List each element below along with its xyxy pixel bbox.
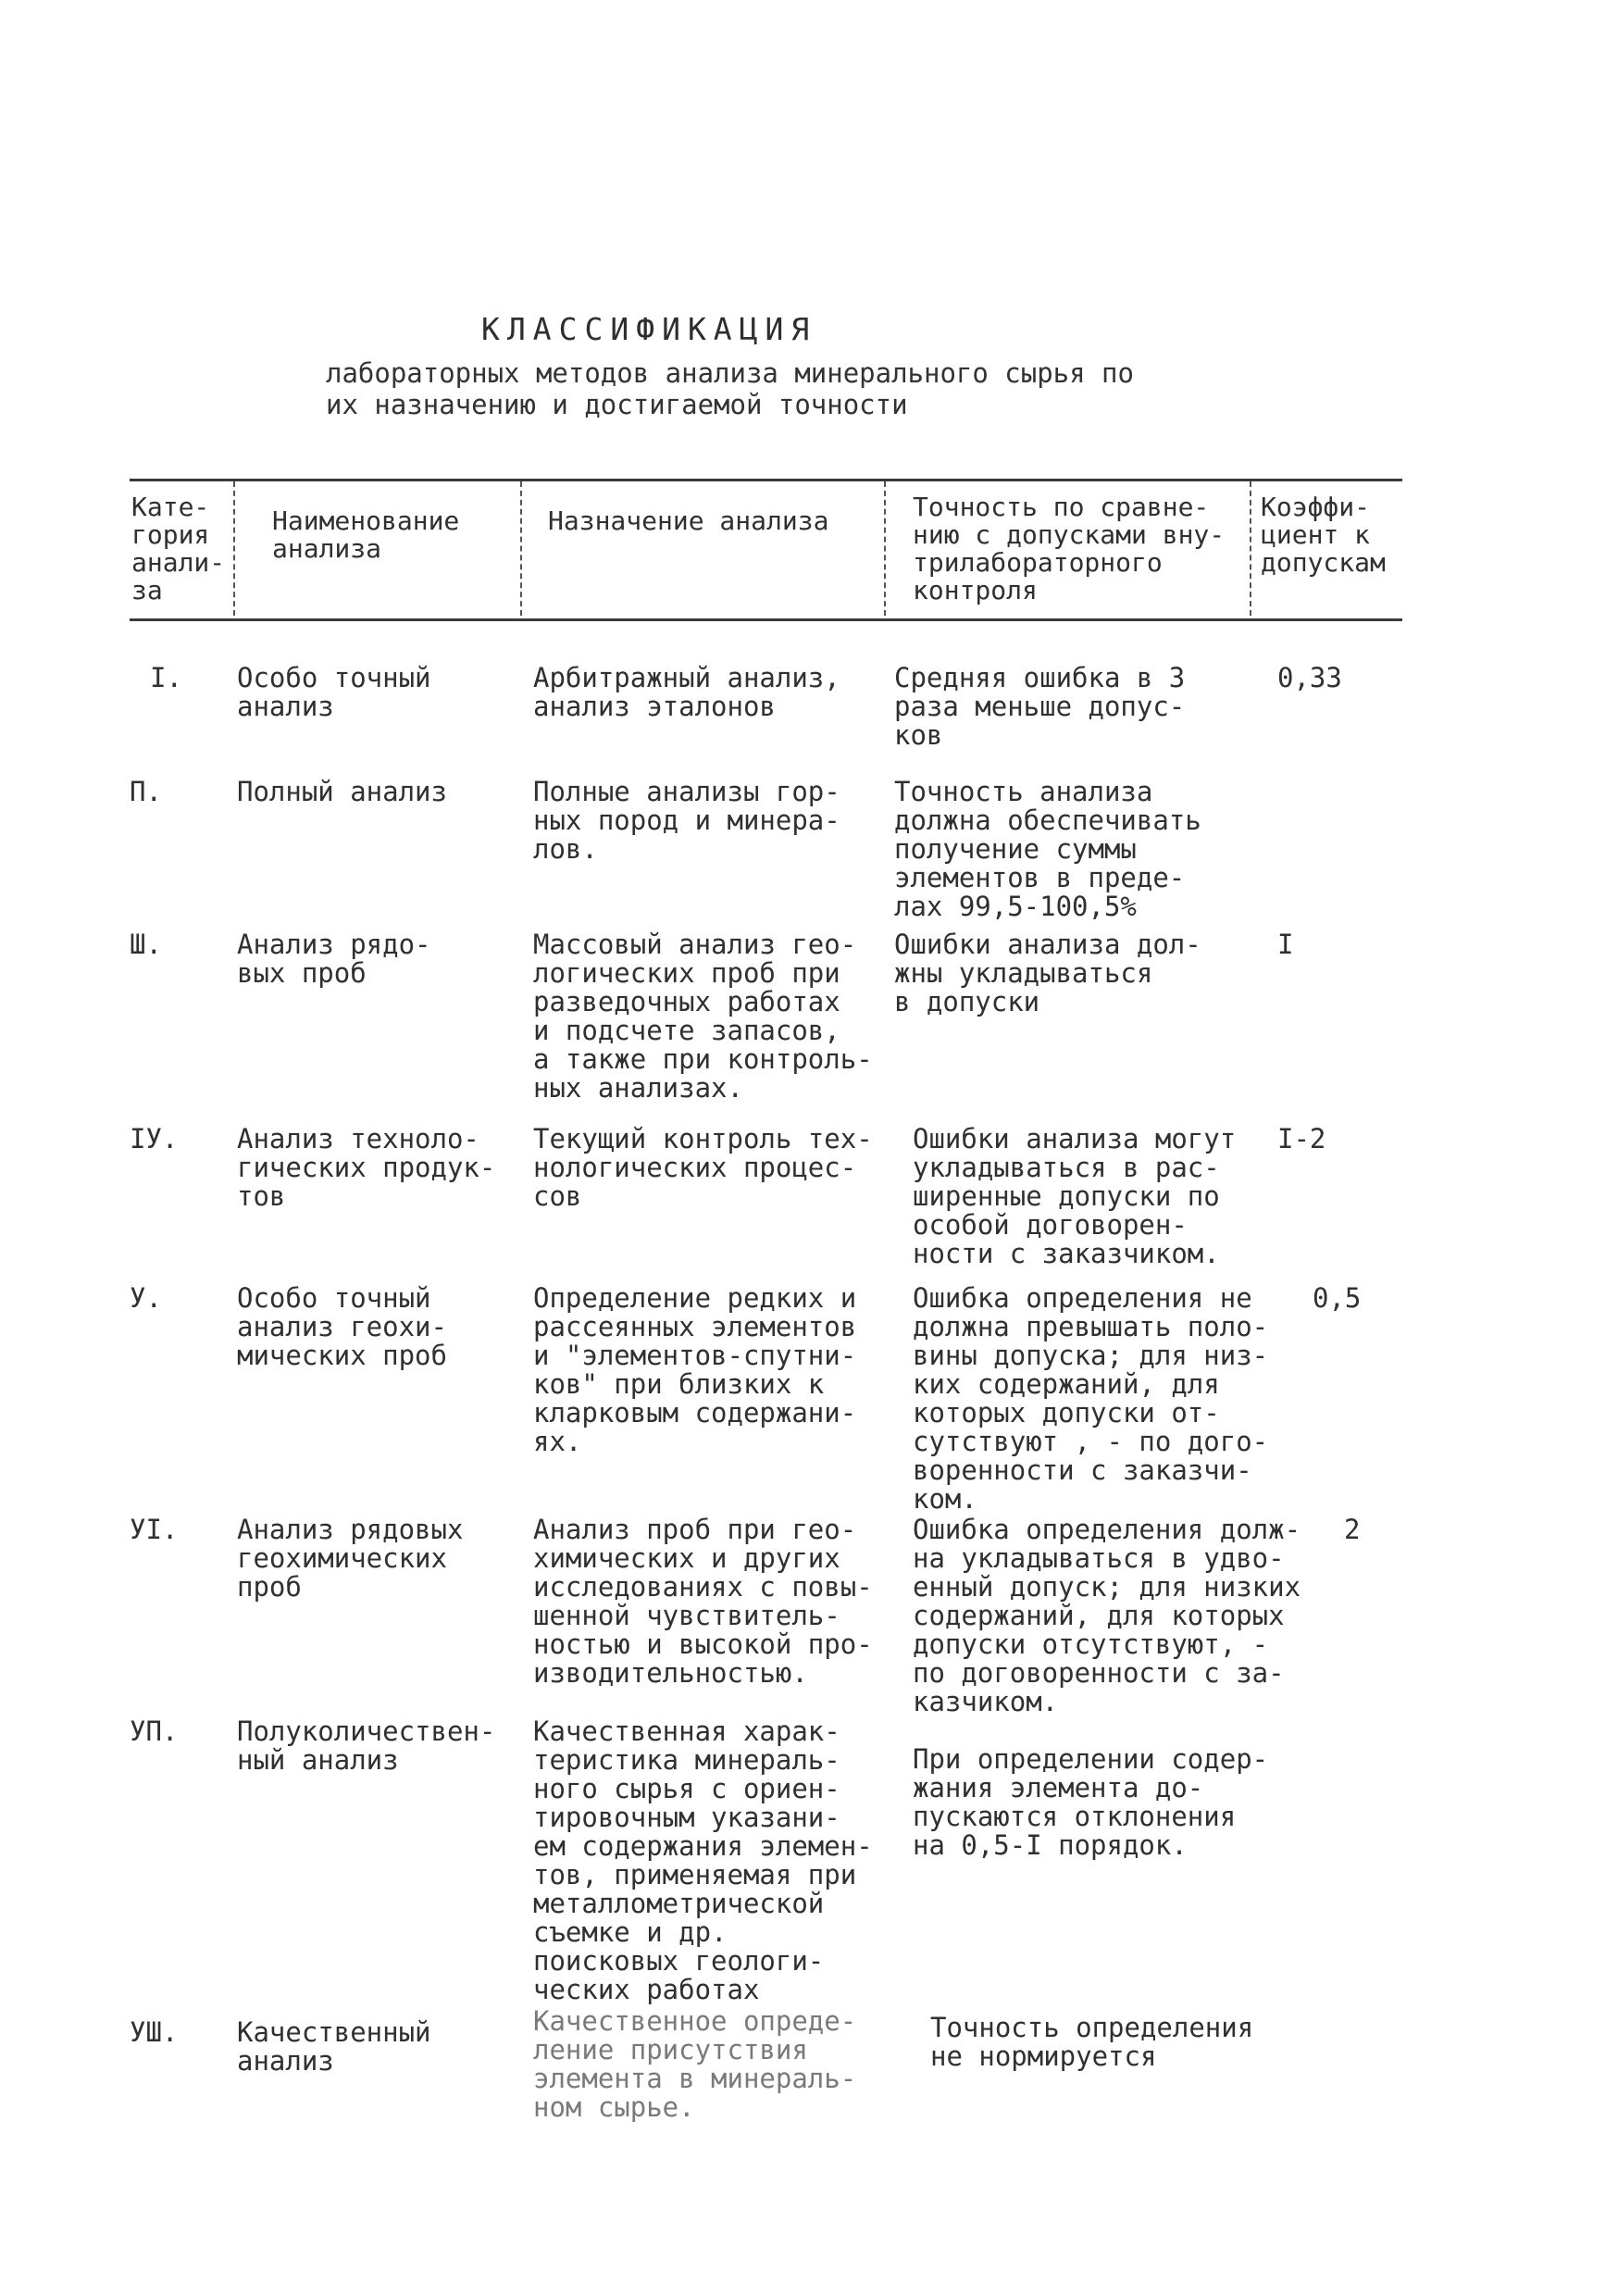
row-accuracy: Ошибка определения не должна превышать поло- вины допуска; для низ- ких содержаний, для которых допуски от- сутствуют , - по дого- воренности с заказчи- ком. [913, 1282, 1269, 1515]
row-name: Анализ рядо- вых проб [237, 929, 431, 989]
header-name: Наименование анализа [272, 505, 460, 564]
row-purpose: Текущий контроль тех- нологических процес- сов [533, 1123, 873, 1212]
header-separator [520, 481, 522, 616]
row-accuracy: Точность определения не нормируется [930, 2012, 1254, 2072]
row-name: Особо точный анализ геохи- мических проб [237, 1282, 447, 1371]
row-name: Полный анализ [237, 776, 447, 807]
row-accuracy: Ошибки анализа дол- жны укладываться в допуски [894, 929, 1201, 1017]
row-category: УП. [130, 1716, 179, 1747]
row-purpose: Массовый анализ гео- логических проб при разведочных работах и подсчете запасов, а также при контроль- ных анализах. [533, 929, 873, 1104]
row-purpose: Полные анализы гор- ных пород и минера- лов. [533, 776, 840, 865]
document-title: КЛАССИФИКАЦИЯ [481, 311, 817, 347]
header-separator [233, 481, 235, 616]
row-coefficient: I [1277, 929, 1294, 960]
row-purpose: Качественная харак- теристика минераль- ного сырья с ориен- тировочным указани- ем содержания элемен- тов, применяемая при металлометрической съемке и др. поисковых геологи- ческих работах [533, 1716, 873, 2005]
row-category: УI. [130, 1514, 179, 1545]
row-accuracy: Ошибки анализа могут укладываться в рас- ширенные допуски по особой договорен- ности с заказчиком. [913, 1123, 1237, 1269]
row-coefficient: 0,33 [1277, 662, 1342, 693]
row-category: У. [130, 1282, 162, 1314]
row-category: Ш. [130, 929, 162, 960]
row-accuracy: Средняя ошибка в 3 раза меньше допус- ков [894, 662, 1186, 751]
row-coefficient: I-2 [1277, 1123, 1326, 1154]
row-accuracy: Ошибка определения долж- на укладываться в удво- енный допуск; для низких содержаний, для которых допуски отсутствуют, - по договоренности с за- казчиком. [913, 1514, 1301, 1717]
row-name: Анализ техноло- гических продук- тов [237, 1123, 496, 1212]
row-name: Качественный анализ [237, 2016, 431, 2077]
row-category: УШ. [130, 2016, 179, 2048]
row-category: I. [150, 662, 182, 693]
row-purpose: Качественное опреде- ление присутствия элемента в минераль- ном сырье. [533, 2005, 857, 2123]
row-name: Анализ рядовых геохимических проб [237, 1514, 464, 1603]
header-coefficient: Коэффи- циент к допускам [1261, 492, 1386, 578]
row-purpose: Анализ проб при гео- химических и других исследованиях с повы- шенной чувствитель- ностью и высокой про- изводительностью. [533, 1514, 873, 1689]
header-accuracy: Точность по сравне- нию с допусками вну- трилабораторного контроля [913, 492, 1226, 605]
header-separator [884, 481, 886, 616]
row-name: Особо точный анализ [237, 662, 431, 722]
row-purpose: Арбитражный анализ, анализ эталонов [533, 662, 840, 722]
document-subtitle: лабораторных методов анализа минерального сырья по их назначению и достигаемой точности [326, 357, 1134, 420]
header-purpose: Назначение анализа [548, 505, 829, 536]
row-accuracy: При определении содер- жания элемента до- пускаются отклонения на 0,5-I порядок. [913, 1743, 1269, 1861]
table-top-rule [130, 479, 1402, 481]
row-accuracy: Точность анализа должна обеспечивать получение суммы элементов в преде- лах 99,5-100,5% [894, 776, 1201, 922]
row-category: П. [130, 776, 162, 807]
row-coefficient: 2 [1344, 1514, 1361, 1545]
header-separator [1250, 481, 1251, 616]
header-category: Кате- гория анали- за [131, 492, 226, 605]
table-header-bottom-rule [130, 618, 1402, 621]
row-category: IУ. [130, 1123, 179, 1154]
row-coefficient: 0,5 [1313, 1282, 1362, 1314]
row-purpose: Определение редких и рассеянных элементов и "элементов-спутни- ков" при близких к кларковым содержани- ях. [533, 1282, 857, 1457]
row-name: Полуколичествен- ный анализ [237, 1716, 496, 1776]
